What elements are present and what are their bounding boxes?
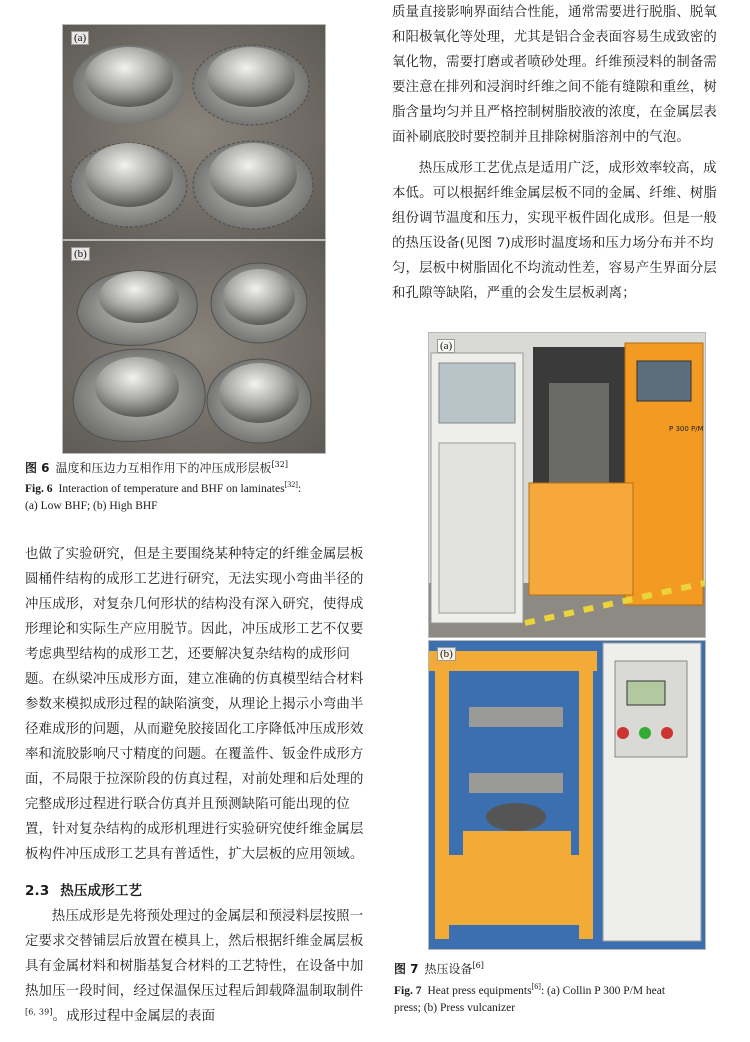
fig6-caption-zh-ref: [32] <box>271 460 288 469</box>
section-title: 热压成形工艺 <box>60 883 143 899</box>
left-paragraph-2-main: 热压成形是先将预处理过的金属层和预浸料层按照一定要求交替铺层后放置在模具上，然后根据纤维金属层板具有金属材料和树脂基复合材料的工艺特性，在设备中加热加压一段时间，经过保温保压过程后卸载降温制取制件 <box>25 909 364 999</box>
fig7-caption-zh-text: 热压设备 <box>424 962 473 976</box>
right-top-text <box>392 0 730 306</box>
left-body-text <box>25 542 371 1029</box>
fig7-panel-a <box>428 332 706 638</box>
right-paragraph-2: 热压成形工艺优点是适用广泛，成形效率较高，成本低。可以根据纤维金属层板不同的金属、纤维、树脂组份调节温度和压力，实现平板件固化成形。但是一般的热压设备(见图 7)成形时温度场和压力场分布并不均匀，层板中树脂固化不均流动性差，容易产生界面分层和孔隙等缺陷，严重的会发生层板剥离； <box>392 161 717 301</box>
laminate-cup-3 <box>71 143 187 227</box>
fig6-caption-en-line2: (a) Low BHF; (b) High BHF <box>25 500 158 512</box>
fig7-caption-en-line2: press; (b) Press vulcanizer <box>394 1002 516 1014</box>
fig6-photo-b <box>63 241 325 453</box>
right-paragraph-1: 质量直接影响界面结合性能，通常需要进行脱脂、脱氧和阳极氧化等处理，尤其是铝合金表面容易生成致密的氧化物，需要打磨或者喷砂处理。纤维预浸料的制备需要注意在排列和浸润时纤维之间不能有缝隙和重丝，树脂含量均匀并且严格控制树脂胶液的浓度，在金属层表面补刷底胶时要控制并且排除树脂溶剂中的气泡。 <box>392 5 717 145</box>
fig7-caption-zh-ref: [6] <box>472 961 484 970</box>
fig7-caption-en <box>394 983 734 1017</box>
fig7-caption-en-text: Heat press equipments <box>427 985 532 997</box>
fig7-panel-b <box>428 640 706 950</box>
fig7-caption-en-num: Fig. 7 <box>394 985 422 997</box>
fig7-photo-a <box>429 333 705 637</box>
laminate-cup-5 <box>77 271 197 346</box>
section-number: 2.3 <box>25 883 50 899</box>
machine-label: P 300 P/M <box>669 425 704 433</box>
fig6-caption-en-num: Fig. 6 <box>25 483 53 495</box>
fig6-caption-zh-text: 温度和压边力互相作用下的冲压成形层板 <box>55 461 272 475</box>
control-cabinet <box>603 643 701 941</box>
fig6-caption-en-ref: [32] <box>284 480 298 490</box>
left-paragraph-2-tail: 。成形过程中金属层的表面 <box>52 1009 216 1024</box>
fig7-caption-en-ref: [6] <box>531 982 541 992</box>
laminate-cup-2 <box>193 45 309 125</box>
laminate-cup-1 <box>73 45 185 125</box>
fig6-caption-en-tail: : <box>297 483 302 495</box>
orange-press <box>529 343 704 605</box>
fig6-panel-b <box>62 240 326 454</box>
fig7-caption-zh-num: 图 7 <box>394 962 419 976</box>
white-cabinet <box>431 353 523 623</box>
fig7-label-a: (a) <box>437 339 455 353</box>
laminate-cup-7 <box>73 349 205 441</box>
laminate-cup-8 <box>207 359 311 443</box>
fig6-caption-zh <box>25 460 365 476</box>
fig7-label-b: (b) <box>437 647 456 661</box>
fig6-caption-en <box>25 481 370 515</box>
section-heading <box>25 879 371 904</box>
fig7-caption-zh <box>394 961 734 977</box>
fig6-caption-zh-num: 图 6 <box>25 461 50 475</box>
left-paragraph-2 <box>25 904 371 1029</box>
fig6-photo-a <box>63 25 325 239</box>
fig6-caption-en-text: Interaction of temperature and BHF on laminates <box>58 483 285 495</box>
fig7-photo-b <box>429 641 705 949</box>
laminate-cup-4 <box>193 141 313 229</box>
laminate-cup-6 <box>211 263 307 343</box>
left-paragraph-1: 也做了实验研究，但是主要围绕某种特定的纤维金属层板圆桶件结构的成形工艺进行研究，无法实现小弯曲半径的冲压成形，对复杂几何形状的结构没有深入研究，使得成形理论和实际生产应用脱节。因此，冲压成形工艺不仅要考虑典型结构的成形工艺，还要解决复杂结构的成形问题。在纵梁冲压成形方面，建立准确的仿真模型结合材料参数来模拟成形过程的缺陷演变，从理论上揭示小弯曲半径难成形的问题，从而避免胶接固化工序降低冲压成形效率和流胶影响尺寸精度的问题。在覆盖件、钣金件成形方面，不局限于拉深阶段的仿真过程，对前处理和后处理的完整成形过程进行联合仿真并且预测缺陷可能出现的位置，针对复杂结构的成形机理进行实验研究使纤维金属层板构件冲压成形工艺具有普适性，扩大层板的应用领域。 <box>25 547 364 862</box>
fig7-caption-en-tail: : (a) Collin P 300 P/M heat <box>540 985 666 997</box>
left-paragraph-2-ref: [6, 39] <box>25 1007 53 1017</box>
fig6-label-a: (a) <box>71 31 89 45</box>
fig6-label-b: (b) <box>71 247 90 261</box>
fig6-panel-a <box>62 24 326 240</box>
